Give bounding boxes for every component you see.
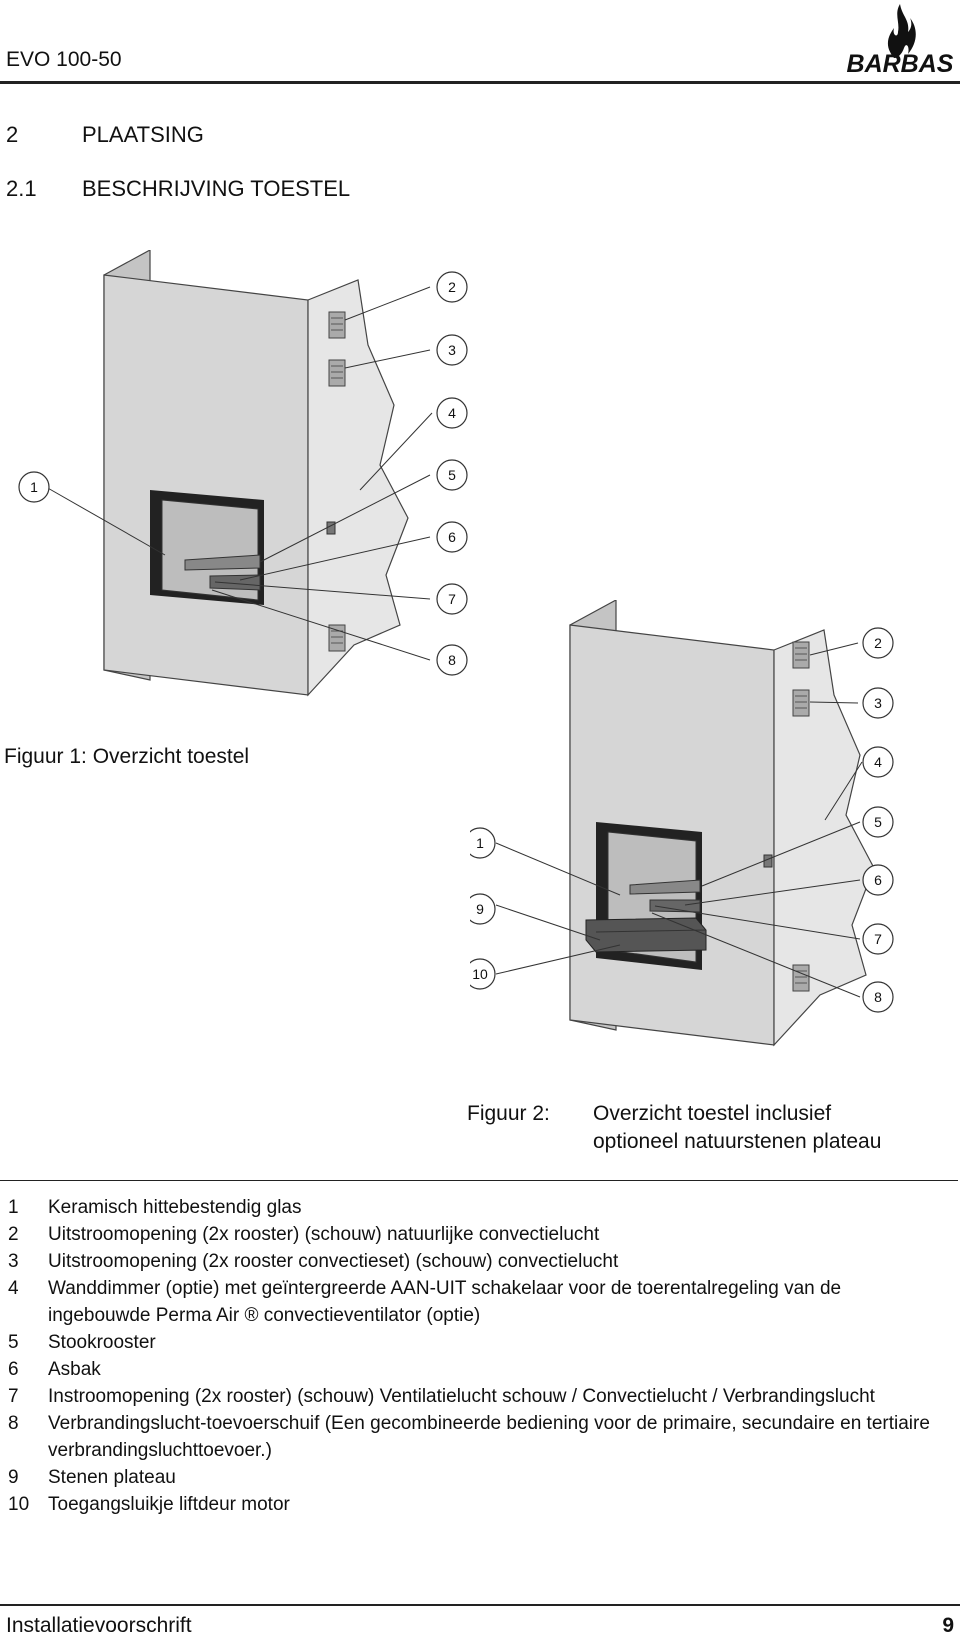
legend-item: [0, 1356, 960, 1383]
legend-text: Asbak: [48, 1359, 101, 1380]
footer-divider: [0, 1604, 960, 1606]
legend-item: [0, 1194, 960, 1221]
legend-item: [0, 1248, 960, 1275]
callout-label: 1: [30, 479, 38, 495]
callout-label: 5: [874, 814, 882, 830]
subsection-title: BESCHRIJVING TOESTEL: [82, 176, 351, 201]
callout-label: 8: [874, 989, 882, 1005]
callout-label: 5: [448, 467, 456, 483]
header-divider: [0, 81, 960, 84]
legend-text: Uitstroomopening (2x rooster) (schouw) natuurlijke convectielucht: [48, 1224, 600, 1245]
legend-text: Toegangsluikje liftdeur motor: [48, 1494, 290, 1515]
page-number: 9: [942, 1614, 954, 1637]
callout-label: 6: [874, 872, 882, 888]
legend-number: 5: [8, 1332, 19, 1353]
legend-item: [0, 1329, 960, 1356]
figure-2-caption-line2: optioneel natuurstenen plateau: [593, 1130, 882, 1153]
section-heading: [6, 122, 606, 150]
legend-divider: [0, 1180, 958, 1181]
legend-number: 7: [8, 1386, 19, 1407]
figure-2-caption-label: Figuur 2:: [467, 1102, 550, 1125]
callout-label: 10: [472, 966, 488, 982]
section-number: 2: [6, 122, 19, 147]
legend-number: 9: [8, 1467, 19, 1488]
legend-item: [0, 1383, 960, 1410]
legend-number: 10: [8, 1494, 30, 1515]
callout-label: 3: [874, 695, 882, 711]
legend-number: 8: [8, 1413, 19, 1434]
callout-label: 7: [874, 931, 882, 947]
barbas-logo: [844, 2, 956, 78]
figure-1-illustration: [0, 250, 480, 710]
callout-label: 2: [448, 279, 456, 295]
callout-label: 2: [874, 635, 882, 651]
legend-item: [0, 1221, 960, 1248]
figure-2-caption-line1: Overzicht toestel inclusief: [593, 1102, 832, 1125]
legend-item: [0, 1410, 960, 1464]
legend-item: [0, 1464, 960, 1491]
legend-item: [0, 1491, 960, 1518]
legend-number: 1: [8, 1197, 19, 1218]
legend-text: Wanddimmer (optie) met geïntergreerde AAN-UIT schakelaar voor de toerentalregeling van de ingebouwde Perma Air ® convectieventilator (optie): [48, 1278, 842, 1326]
legend-text: Uitstroomopening (2x rooster convectieset) (schouw) convectielucht: [48, 1251, 619, 1272]
callout-label: 4: [448, 405, 456, 421]
section-title: PLAATSING: [82, 122, 204, 147]
legend-number: 6: [8, 1359, 19, 1380]
callout-label: 6: [448, 529, 456, 545]
legend-number: 3: [8, 1251, 19, 1272]
figure-2-illustration: [470, 600, 950, 1070]
callout-label: 3: [448, 342, 456, 358]
document-title: EVO 100-50: [6, 48, 122, 71]
legend-text: Stenen plateau: [48, 1467, 176, 1488]
legend-text: Stookrooster: [48, 1332, 156, 1353]
legend-number: 4: [8, 1278, 19, 1299]
callout-label: 1: [476, 835, 484, 851]
legend-text: Verbrandingslucht-toevoerschuif (Een gecombineerde bediening voor de primaire, secundaire en tertiaire verbrandingsluchttoevoer.): [48, 1413, 930, 1461]
callout-label: 8: [448, 652, 456, 668]
figure-1-caption: Figuur 1: Overzicht toestel: [4, 745, 250, 768]
legend-text: Keramisch hittebestendig glas: [48, 1197, 302, 1218]
logo-wordmark: BARBAS: [846, 50, 954, 78]
legend-text: Instroomopening (2x rooster) (schouw) Ventilatielucht schouw / Convectielucht / Verbrandingslucht: [48, 1386, 875, 1407]
legend-number: 2: [8, 1224, 19, 1245]
callout-label: 7: [448, 591, 456, 607]
callout-label: 9: [476, 901, 484, 917]
legend-item: [0, 1275, 960, 1329]
callout-label: 4: [874, 754, 882, 770]
footer-title: Installatievoorschrift: [6, 1614, 192, 1637]
legend-list: [0, 1194, 960, 1518]
subsection-number: 2.1: [6, 176, 37, 201]
subsection-heading: [6, 176, 606, 204]
